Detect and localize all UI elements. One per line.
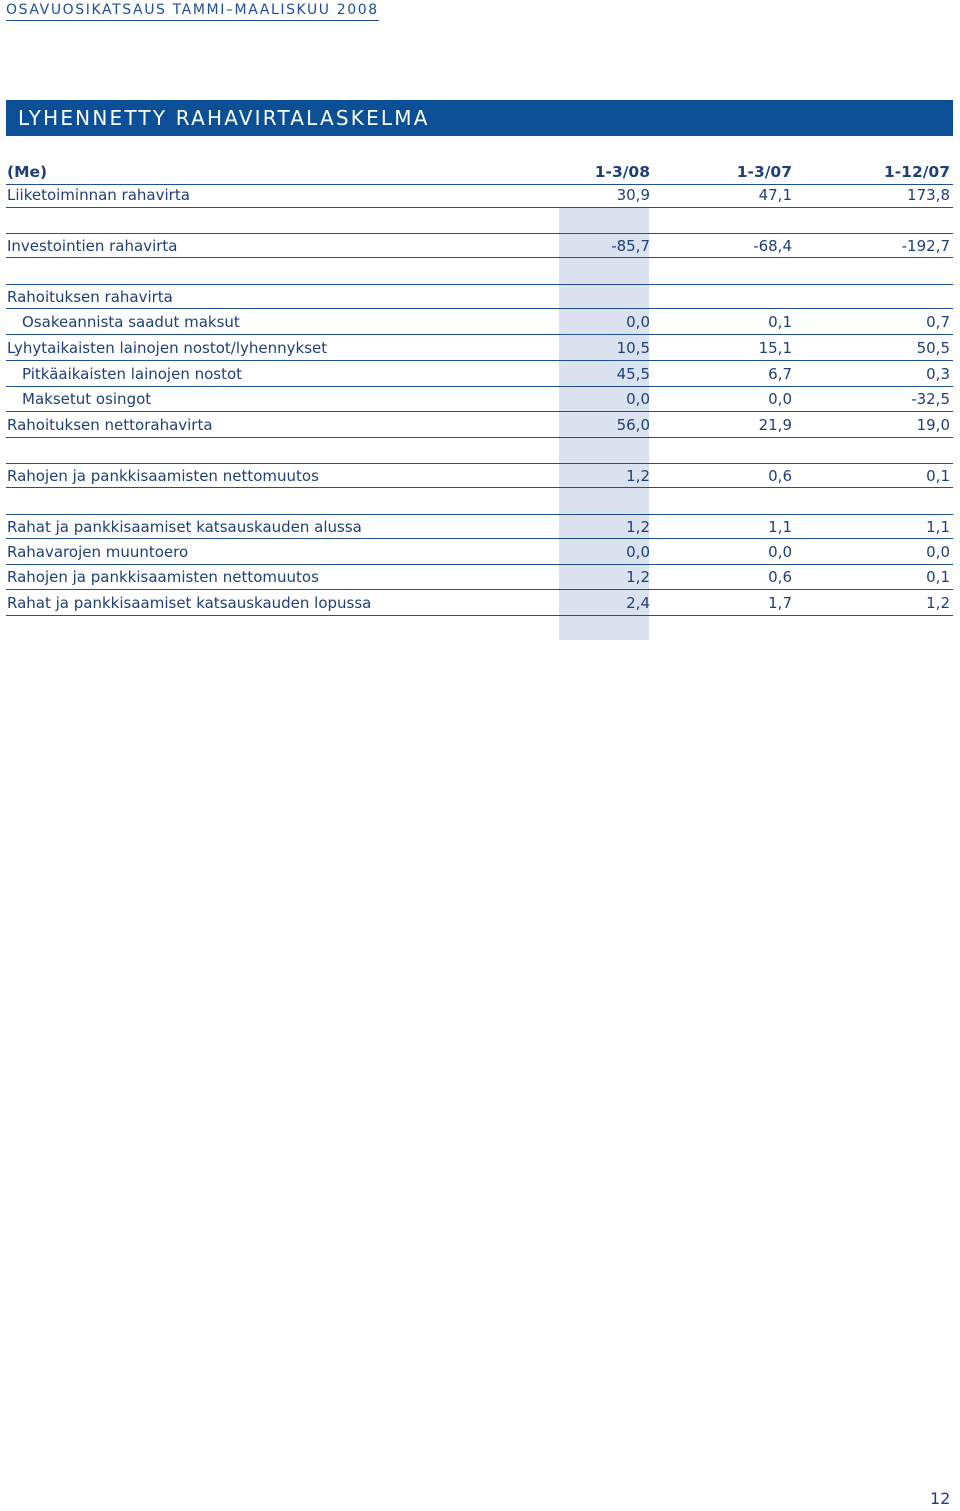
row-value-1-12-07: 173,8 [907, 186, 950, 204]
row-value-1-12-07: -192,7 [901, 237, 950, 255]
row-value-1-3-07: 1,1 [768, 518, 792, 536]
page-number: 12 [930, 1489, 951, 1508]
row-label: Maksetut osingot [22, 390, 152, 408]
table-row [6, 565, 953, 590]
table-row [6, 284, 953, 309]
row-value-1-12-07: 0,7 [926, 313, 950, 331]
row-label: Rahojen ja pankkisaamisten nettomuutos [7, 467, 319, 485]
row-value-1-3-08: 10,5 [616, 339, 650, 357]
table-row [6, 183, 953, 208]
row-value-1-3-07: 15,1 [758, 339, 792, 357]
row-value-1-12-07: 1,2 [926, 594, 950, 612]
row-value-1-3-08: 0,0 [626, 313, 650, 331]
column-header-1-3-08: 1-3/08 [594, 163, 650, 181]
row-value-1-12-07: 0,1 [926, 467, 950, 485]
row-value-1-3-08: 0,0 [626, 390, 650, 408]
row-value-1-3-07: 0,6 [768, 467, 792, 485]
table-row [6, 463, 953, 488]
row-label: Pitkäaikaisten lainojen nostot [22, 365, 243, 383]
column-header-1-3-07: 1-3/07 [736, 163, 792, 181]
row-value-1-12-07: -32,5 [911, 390, 950, 408]
running-header: OSAVUOSIKATSAUS TAMMI–MAALISKUU 2008 [6, 2, 379, 21]
table-row [6, 362, 953, 387]
row-value-1-3-07: 0,6 [768, 568, 792, 586]
row-value-1-12-07: 0,1 [926, 568, 950, 586]
title-bar [6, 100, 953, 136]
row-label: Lyhytaikaisten lainojen nostot/lyhennykset [7, 339, 328, 357]
table-header-row [6, 160, 953, 185]
row-value-1-3-07: 1,7 [768, 594, 792, 612]
row-label: Investointien rahavirta [7, 237, 178, 255]
row-label: Rahat ja pankkisaamiset katsauskauden lopussa [7, 594, 372, 612]
row-value-1-12-07: 19,0 [916, 416, 950, 434]
unit-label: (Me) [7, 163, 48, 181]
row-value-1-3-08: 1,2 [626, 467, 650, 485]
row-value-1-3-07: 6,7 [768, 365, 792, 383]
table-row [6, 233, 953, 258]
row-value-1-3-08: 0,0 [626, 543, 650, 561]
row-value-1-3-08: 1,2 [626, 568, 650, 586]
row-value-1-3-08: -85,7 [611, 237, 650, 255]
table-row [6, 310, 953, 335]
row-value-1-12-07: 0,0 [926, 543, 950, 561]
table-row [6, 387, 953, 412]
table-row [6, 413, 953, 438]
row-value-1-3-07: 0,1 [768, 313, 792, 331]
row-value-1-3-08: 1,2 [626, 518, 650, 536]
row-label: Rahoituksen nettorahavirta [7, 416, 213, 434]
row-value-1-3-07: 21,9 [758, 416, 792, 434]
row-value-1-12-07: 50,5 [916, 339, 950, 357]
row-label: Osakeannista saadut maksut [22, 313, 240, 331]
row-value-1-3-08: 2,4 [626, 594, 650, 612]
row-label: Rahat ja pankkisaamiset katsauskauden alussa [7, 518, 362, 536]
row-value-1-3-07: -68,4 [753, 237, 792, 255]
row-value-1-12-07: 0,3 [926, 365, 950, 383]
column-header-1-12-07: 1-12/07 [883, 163, 950, 181]
row-value-1-3-07: 47,1 [758, 186, 792, 204]
row-value-1-3-08: 56,0 [616, 416, 650, 434]
table-row [6, 514, 953, 539]
table-row [6, 336, 953, 361]
table-row [6, 540, 953, 565]
row-label: Rahojen ja pankkisaamisten nettomuutos [7, 568, 319, 586]
table-row [6, 591, 953, 616]
row-value-1-3-08: 45,5 [616, 365, 650, 383]
page-title: LYHENNETTY RAHAVIRTALASKELMA [18, 106, 430, 130]
row-value-1-3-07: 0,0 [768, 543, 792, 561]
row-label: Liiketoiminnan rahavirta [7, 186, 190, 204]
row-value-1-3-08: 30,9 [616, 186, 650, 204]
row-value-1-3-07: 0,0 [768, 390, 792, 408]
row-label: Rahavarojen muuntoero [7, 543, 189, 561]
row-label: Rahoituksen rahavirta [7, 288, 173, 306]
row-value-1-12-07: 1,1 [926, 518, 950, 536]
